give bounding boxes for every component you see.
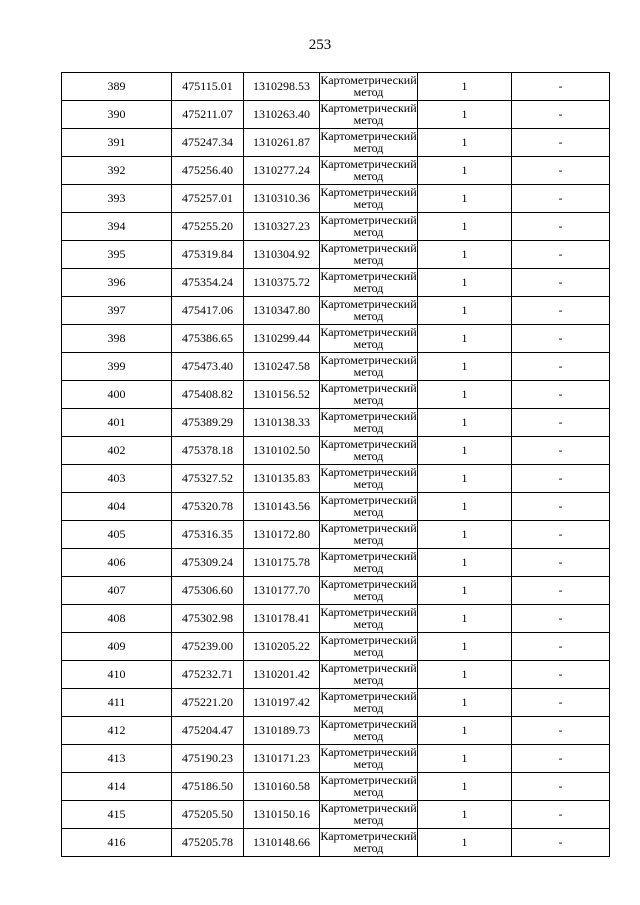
table-row: [62, 269, 610, 297]
accuracy-cell: 1: [418, 157, 512, 185]
x-coordinate-cell: 475205.50: [172, 801, 244, 829]
point-number-cell: 413: [62, 745, 172, 773]
x-coordinate-cell: 475389.29: [172, 409, 244, 437]
method-cell: [320, 73, 418, 101]
point-number-cell: 390: [62, 101, 172, 129]
note-cell: -: [512, 549, 610, 577]
table-row: [62, 213, 610, 241]
table-row: [62, 241, 610, 269]
point-number-cell: 407: [62, 577, 172, 605]
method-cell: [320, 101, 418, 129]
y-coordinate-cell: 1310156.52: [244, 381, 320, 409]
table-row: [62, 745, 610, 773]
x-coordinate-cell: 475255.20: [172, 213, 244, 241]
method-cell: [320, 829, 418, 857]
table-row: [62, 717, 610, 745]
table-row: [62, 129, 610, 157]
method-cell: [320, 241, 418, 269]
accuracy-cell: 1: [418, 297, 512, 325]
method-cell: [320, 213, 418, 241]
point-number-cell: 410: [62, 661, 172, 689]
point-number-cell: 408: [62, 605, 172, 633]
accuracy-cell: 1: [418, 269, 512, 297]
note-cell: -: [512, 381, 610, 409]
note-cell: -: [512, 773, 610, 801]
y-coordinate-cell: 1310347.80: [244, 297, 320, 325]
method-cell: [320, 577, 418, 605]
y-coordinate-cell: 1310171.23: [244, 745, 320, 773]
table-row: [62, 157, 610, 185]
note-cell: -: [512, 409, 610, 437]
method-text: Картометрический метод: [320, 102, 417, 127]
x-coordinate-cell: 475221.20: [172, 689, 244, 717]
point-number-cell: 412: [62, 717, 172, 745]
coordinates-table-body: [62, 73, 610, 857]
method-text: Картометрический метод: [320, 438, 417, 463]
note-cell: -: [512, 605, 610, 633]
point-number-cell: 415: [62, 801, 172, 829]
accuracy-cell: 1: [418, 633, 512, 661]
accuracy-cell: 1: [418, 437, 512, 465]
method-cell: [320, 717, 418, 745]
point-number-cell: 389: [62, 73, 172, 101]
accuracy-cell: 1: [418, 549, 512, 577]
table-row: [62, 633, 610, 661]
method-text: Картометрический метод: [320, 774, 417, 799]
x-coordinate-cell: 475232.71: [172, 661, 244, 689]
method-cell: [320, 521, 418, 549]
method-text: Картометрический метод: [320, 270, 417, 295]
y-coordinate-cell: 1310304.92: [244, 241, 320, 269]
y-coordinate-cell: 1310189.73: [244, 717, 320, 745]
point-number-cell: 395: [62, 241, 172, 269]
y-coordinate-cell: 1310310.36: [244, 185, 320, 213]
y-coordinate-cell: 1310197.42: [244, 689, 320, 717]
table-row: [62, 73, 610, 101]
accuracy-cell: 1: [418, 465, 512, 493]
note-cell: -: [512, 829, 610, 857]
method-text: Картометрический метод: [320, 522, 417, 547]
x-coordinate-cell: 475302.98: [172, 605, 244, 633]
y-coordinate-cell: 1310150.16: [244, 801, 320, 829]
method-text: Картометрический метод: [320, 382, 417, 407]
accuracy-cell: 1: [418, 325, 512, 353]
accuracy-cell: 1: [418, 493, 512, 521]
accuracy-cell: 1: [418, 801, 512, 829]
x-coordinate-cell: 475417.06: [172, 297, 244, 325]
x-coordinate-cell: 475408.82: [172, 381, 244, 409]
method-text: Картометрический метод: [320, 690, 417, 715]
point-number-cell: 397: [62, 297, 172, 325]
method-cell: [320, 297, 418, 325]
note-cell: -: [512, 297, 610, 325]
x-coordinate-cell: 475256.40: [172, 157, 244, 185]
table-row: [62, 829, 610, 857]
table-row: [62, 381, 610, 409]
note-cell: -: [512, 577, 610, 605]
accuracy-cell: 1: [418, 241, 512, 269]
x-coordinate-cell: 475386.65: [172, 325, 244, 353]
y-coordinate-cell: 1310327.23: [244, 213, 320, 241]
method-text: Картометрический метод: [320, 578, 417, 603]
method-cell: [320, 605, 418, 633]
method-text: Картометрический метод: [320, 746, 417, 771]
y-coordinate-cell: 1310299.44: [244, 325, 320, 353]
coordinates-table: [61, 72, 610, 857]
method-text: Картометрический метод: [320, 74, 417, 99]
method-cell: [320, 745, 418, 773]
note-cell: -: [512, 717, 610, 745]
method-cell: [320, 269, 418, 297]
table-row: [62, 437, 610, 465]
method-text: Картометрический метод: [320, 242, 417, 267]
note-cell: -: [512, 521, 610, 549]
table-row: [62, 605, 610, 633]
x-coordinate-cell: 475319.84: [172, 241, 244, 269]
accuracy-cell: 1: [418, 661, 512, 689]
y-coordinate-cell: 1310143.56: [244, 493, 320, 521]
table-row: [62, 297, 610, 325]
method-cell: [320, 409, 418, 437]
note-cell: -: [512, 101, 610, 129]
method-cell: [320, 157, 418, 185]
x-coordinate-cell: 475378.18: [172, 437, 244, 465]
point-number-cell: 399: [62, 353, 172, 381]
note-cell: -: [512, 213, 610, 241]
point-number-cell: 404: [62, 493, 172, 521]
x-coordinate-cell: 475320.78: [172, 493, 244, 521]
accuracy-cell: 1: [418, 129, 512, 157]
accuracy-cell: 1: [418, 605, 512, 633]
y-coordinate-cell: 1310178.41: [244, 605, 320, 633]
x-coordinate-cell: 475239.00: [172, 633, 244, 661]
method-cell: [320, 465, 418, 493]
note-cell: -: [512, 661, 610, 689]
accuracy-cell: 1: [418, 717, 512, 745]
accuracy-cell: 1: [418, 773, 512, 801]
table-row: [62, 773, 610, 801]
table-row: [62, 185, 610, 213]
y-coordinate-cell: 1310261.87: [244, 129, 320, 157]
method-cell: [320, 493, 418, 521]
accuracy-cell: 1: [418, 409, 512, 437]
point-number-cell: 406: [62, 549, 172, 577]
accuracy-cell: 1: [418, 185, 512, 213]
x-coordinate-cell: 475211.07: [172, 101, 244, 129]
method-cell: [320, 661, 418, 689]
y-coordinate-cell: 1310201.42: [244, 661, 320, 689]
note-cell: -: [512, 493, 610, 521]
note-cell: -: [512, 325, 610, 353]
y-coordinate-cell: 1310177.70: [244, 577, 320, 605]
accuracy-cell: 1: [418, 829, 512, 857]
note-cell: -: [512, 353, 610, 381]
x-coordinate-cell: 475473.40: [172, 353, 244, 381]
method-text: Картометрический метод: [320, 186, 417, 211]
method-text: Картометрический метод: [320, 326, 417, 351]
table-row: [62, 101, 610, 129]
note-cell: -: [512, 465, 610, 493]
y-coordinate-cell: 1310375.72: [244, 269, 320, 297]
x-coordinate-cell: 475186.50: [172, 773, 244, 801]
point-number-cell: 405: [62, 521, 172, 549]
x-coordinate-cell: 475115.01: [172, 73, 244, 101]
method-cell: [320, 801, 418, 829]
method-text: Картометрический метод: [320, 158, 417, 183]
accuracy-cell: 1: [418, 353, 512, 381]
table-row: [62, 353, 610, 381]
note-cell: -: [512, 129, 610, 157]
method-cell: [320, 549, 418, 577]
note-cell: -: [512, 185, 610, 213]
note-cell: -: [512, 689, 610, 717]
y-coordinate-cell: 1310277.24: [244, 157, 320, 185]
note-cell: -: [512, 801, 610, 829]
x-coordinate-cell: 475204.47: [172, 717, 244, 745]
x-coordinate-cell: 475257.01: [172, 185, 244, 213]
method-cell: [320, 381, 418, 409]
method-text: Картометрический метод: [320, 466, 417, 491]
table-row: [62, 409, 610, 437]
method-text: Картометрический метод: [320, 606, 417, 631]
method-text: Картометрический метод: [320, 214, 417, 239]
method-text: Картометрический метод: [320, 354, 417, 379]
method-cell: [320, 437, 418, 465]
method-text: Картометрический метод: [320, 662, 417, 687]
point-number-cell: 400: [62, 381, 172, 409]
y-coordinate-cell: 1310247.58: [244, 353, 320, 381]
method-cell: [320, 325, 418, 353]
point-number-cell: 411: [62, 689, 172, 717]
point-number-cell: 396: [62, 269, 172, 297]
method-cell: [320, 129, 418, 157]
note-cell: -: [512, 437, 610, 465]
x-coordinate-cell: 475309.24: [172, 549, 244, 577]
y-coordinate-cell: 1310172.80: [244, 521, 320, 549]
y-coordinate-cell: 1310135.83: [244, 465, 320, 493]
table-row: [62, 689, 610, 717]
note-cell: -: [512, 633, 610, 661]
x-coordinate-cell: 475205.78: [172, 829, 244, 857]
point-number-cell: 394: [62, 213, 172, 241]
method-text: Картометрический метод: [320, 494, 417, 519]
table-row: [62, 325, 610, 353]
x-coordinate-cell: 475247.34: [172, 129, 244, 157]
method-cell: [320, 689, 418, 717]
accuracy-cell: 1: [418, 101, 512, 129]
accuracy-cell: 1: [418, 73, 512, 101]
note-cell: -: [512, 745, 610, 773]
note-cell: -: [512, 241, 610, 269]
method-cell: [320, 353, 418, 381]
method-text: Картометрический метод: [320, 718, 417, 743]
point-number-cell: 401: [62, 409, 172, 437]
table-row: [62, 493, 610, 521]
point-number-cell: 416: [62, 829, 172, 857]
x-coordinate-cell: 475327.52: [172, 465, 244, 493]
table-row: [62, 549, 610, 577]
point-number-cell: 391: [62, 129, 172, 157]
method-text: Картометрический метод: [320, 410, 417, 435]
x-coordinate-cell: 475190.23: [172, 745, 244, 773]
y-coordinate-cell: 1310205.22: [244, 633, 320, 661]
method-cell: [320, 633, 418, 661]
method-text: Картометрический метод: [320, 550, 417, 575]
x-coordinate-cell: 475306.60: [172, 577, 244, 605]
y-coordinate-cell: 1310102.50: [244, 437, 320, 465]
point-number-cell: 414: [62, 773, 172, 801]
point-number-cell: 402: [62, 437, 172, 465]
note-cell: -: [512, 269, 610, 297]
x-coordinate-cell: 475316.35: [172, 521, 244, 549]
table-row: [62, 577, 610, 605]
table-row: [62, 801, 610, 829]
y-coordinate-cell: 1310138.33: [244, 409, 320, 437]
accuracy-cell: 1: [418, 689, 512, 717]
note-cell: -: [512, 157, 610, 185]
y-coordinate-cell: 1310148.66: [244, 829, 320, 857]
method-cell: [320, 185, 418, 213]
point-number-cell: 393: [62, 185, 172, 213]
point-number-cell: 398: [62, 325, 172, 353]
page-number: 253: [308, 37, 332, 53]
method-text: Картометрический метод: [320, 130, 417, 155]
accuracy-cell: 1: [418, 213, 512, 241]
point-number-cell: 409: [62, 633, 172, 661]
y-coordinate-cell: 1310175.78: [244, 549, 320, 577]
y-coordinate-cell: 1310160.58: [244, 773, 320, 801]
method-text: Картометрический метод: [320, 634, 417, 659]
accuracy-cell: 1: [418, 745, 512, 773]
accuracy-cell: 1: [418, 521, 512, 549]
y-coordinate-cell: 1310298.53: [244, 73, 320, 101]
table-row: [62, 521, 610, 549]
point-number-cell: 392: [62, 157, 172, 185]
method-text: Картометрический метод: [320, 830, 417, 855]
point-number-cell: 403: [62, 465, 172, 493]
accuracy-cell: 1: [418, 381, 512, 409]
method-text: Картометрический метод: [320, 298, 417, 323]
table-row: [62, 661, 610, 689]
method-text: Картометрический метод: [320, 802, 417, 827]
note-cell: -: [512, 73, 610, 101]
accuracy-cell: 1: [418, 577, 512, 605]
x-coordinate-cell: 475354.24: [172, 269, 244, 297]
y-coordinate-cell: 1310263.40: [244, 101, 320, 129]
table-row: [62, 465, 610, 493]
method-cell: [320, 773, 418, 801]
